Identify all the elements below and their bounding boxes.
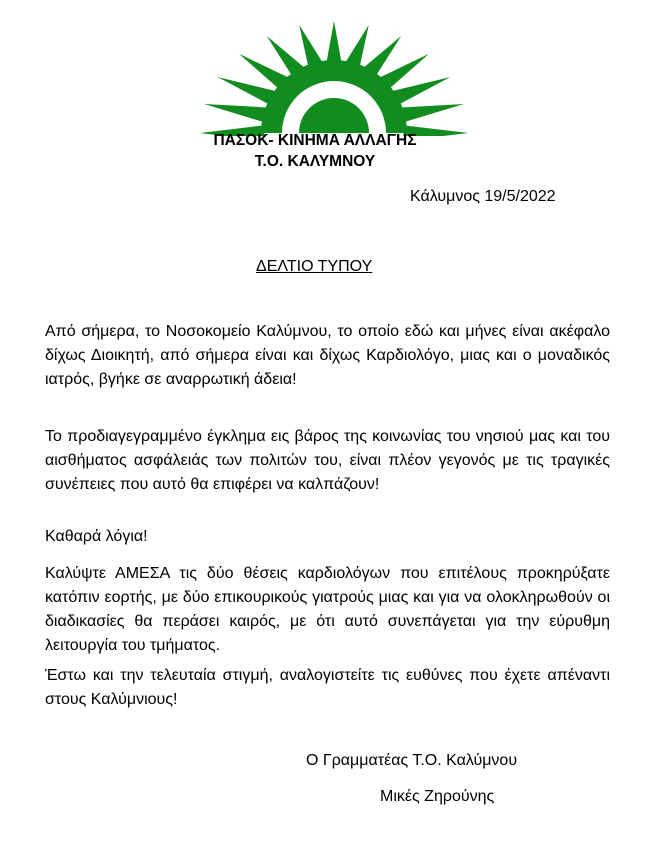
signature-title: Ο Γραμματέας Τ.Ο. Καλύμνου <box>306 752 518 769</box>
signature-name: Μικές Ζηρούνης <box>380 788 495 805</box>
paragraph-2: Το προδιαγεγραμμένο έγκλημα εις βάρος της κοινωνίας του νησιού μας και του αισθήματος ασφάλειάς των πολιτών του, είναι πλέον γεγονός με τις τραγικές συνέπειες που αυτό θα επιφέρει να καλπάζουν! <box>45 428 610 493</box>
paragraph-5: Έστω και την τελευταία στιγμή, αναλογιστείτε τις ευθύνες που έχετε απέναντι στους Καλύμνιους! <box>45 667 610 708</box>
pasok-green-sun-icon <box>196 18 472 136</box>
party-name-line2: Τ.Ο. ΚΑΛΥΜΝΟΥ <box>254 153 376 170</box>
party-name-line1: ΠΑΣΟΚ- ΚΙΝΗΜΑ ΑΛΛΑΓΗΣ <box>213 132 417 149</box>
party-name-block <box>180 130 450 172</box>
document-title: ΔΕΛΤΙΟ ΤΥΠΟΥ <box>256 258 373 275</box>
paragraph-4: Καλύψτε ΑΜΕΣΑ τις δύο θέσεις καρδιολόγων που επιτέλους προκηρύξατε κατόπιν εορτής, με δύο επικουρικούς γιατρούς μιας και για να ολοκληρωθούν οι διαδικασίες θα περάσει καιρός, με ότι αυτό συνεπάγεται για την εύρυθμη λειτουργία του τμήματος. <box>45 565 610 654</box>
document-date: Κάλυμνος 19/5/2022 <box>410 188 556 205</box>
paragraph-3: Καθαρά λόγια! <box>45 528 148 545</box>
paragraph-1: Από σήμερα, το Νοσοκομείο Καλύμνου, το οποίο εδώ και μήνες είναι ακέφαλο δίχως Διοικητή, από σήμερα είναι και δίχως Καρδιολόγο, μιας και ο μοναδικός ιατρός, βγήκε σε αναρρωτική άδεια! <box>45 323 610 388</box>
